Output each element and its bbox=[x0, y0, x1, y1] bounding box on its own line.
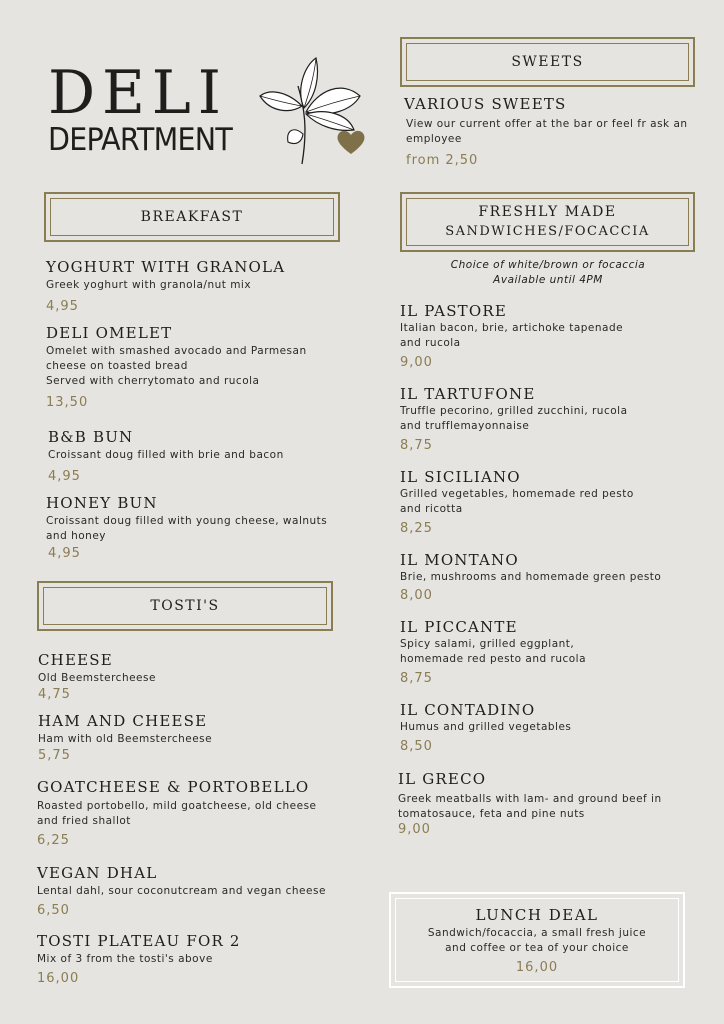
menu-item-il-siciliano bbox=[400, 468, 710, 536]
sandwich-note-line: Choice of white/brown or focaccia bbox=[450, 259, 646, 271]
menu-item-honey-bun bbox=[46, 494, 346, 561]
item-name: IL GRECO bbox=[398, 770, 487, 788]
menu-item-il-piccante bbox=[400, 618, 710, 686]
item-name: IL PICCANTE bbox=[400, 618, 518, 636]
logo-title: DELI bbox=[48, 58, 228, 128]
item-name: IL SICILIANO bbox=[400, 468, 521, 486]
item-desc: tomatosauce, feta and pine nuts bbox=[398, 808, 585, 820]
item-desc: Croissant doug filled with young cheese, walnuts bbox=[46, 515, 328, 527]
item-desc: Spicy salami, grilled eggplant, bbox=[400, 638, 575, 650]
item-name: IL TARTUFONE bbox=[400, 385, 536, 403]
item-name: CHEESE bbox=[38, 651, 113, 669]
sweets-heading: SWEETS bbox=[511, 53, 584, 70]
item-desc: cheese on toasted bread bbox=[46, 360, 188, 372]
breakfast-heading: BREAKFAST bbox=[140, 208, 244, 225]
menu-item-yoghurt bbox=[46, 258, 346, 314]
tostis-header-box bbox=[37, 581, 333, 631]
item-price: 6,25 bbox=[37, 833, 70, 848]
item-desc: Served with cherrytomato and rucola bbox=[46, 375, 260, 387]
item-name: IL PASTORE bbox=[400, 302, 508, 320]
item-desc: Omelet with smashed avocado and Parmesan bbox=[46, 345, 307, 357]
sandwich-note bbox=[408, 258, 688, 288]
item-name: VEGAN DHAL bbox=[37, 864, 158, 882]
item-price: 16,00 bbox=[37, 971, 80, 986]
sweets-header-box bbox=[400, 37, 695, 87]
logo-subtitle: DEPARTMENT bbox=[48, 122, 233, 158]
item-name: B&B BUN bbox=[48, 428, 134, 446]
item-desc: and fried shallot bbox=[37, 815, 131, 827]
item-price: 8,75 bbox=[400, 671, 433, 686]
menu-item-il-montano bbox=[400, 551, 710, 603]
menu-item-ham-cheese bbox=[38, 712, 348, 763]
menu-item-cheese bbox=[38, 651, 348, 702]
item-desc: View our current offer at the bar or feel fr ask an bbox=[406, 118, 688, 130]
sandwiches-heading-line1: FRESHLY MADE bbox=[478, 204, 617, 220]
item-desc: Humus and grilled vegetables bbox=[400, 721, 572, 733]
item-price: 13,50 bbox=[46, 395, 89, 410]
sandwiches-heading-line2: SANDWICHES/FOCACCIA bbox=[445, 224, 650, 239]
item-price: from 2,50 bbox=[406, 153, 479, 168]
item-desc: Ham with old Beemstercheese bbox=[38, 733, 213, 745]
menu-item-il-contadino bbox=[400, 701, 710, 754]
item-name: GOATCHEESE & PORTOBELLO bbox=[37, 778, 310, 796]
menu-item-vegan-dhal bbox=[37, 864, 357, 918]
menu-item-il-tartufone bbox=[400, 385, 710, 453]
item-price: 8,75 bbox=[400, 438, 433, 453]
item-price: 8,25 bbox=[400, 521, 433, 536]
sandwiches-header-box bbox=[400, 192, 695, 252]
lunch-deal-box bbox=[389, 892, 685, 988]
menu-item-goatcheese bbox=[37, 778, 357, 848]
menu-item-bb-bun bbox=[48, 428, 348, 484]
item-desc: and ricotta bbox=[400, 503, 463, 515]
item-name: IL CONTADINO bbox=[400, 701, 536, 719]
heart-icon bbox=[336, 128, 366, 156]
item-name: IL MONTANO bbox=[400, 551, 519, 569]
lunch-deal-price: 16,00 bbox=[515, 960, 559, 975]
item-desc: Mix of 3 from the tosti's above bbox=[37, 953, 213, 965]
lunch-deal-desc: and coffee or tea of your choice bbox=[445, 942, 629, 954]
item-desc: Brie, mushrooms and homemade green pesto bbox=[400, 571, 662, 583]
item-desc: employee bbox=[406, 133, 462, 145]
tostis-heading: TOSTI'S bbox=[150, 597, 220, 614]
menu-item-il-pastore bbox=[400, 302, 710, 370]
breakfast-header-box bbox=[44, 192, 340, 242]
item-price: 6,50 bbox=[37, 903, 70, 918]
item-price: 4,95 bbox=[48, 469, 81, 484]
item-price: 4,75 bbox=[38, 687, 71, 702]
item-desc: homemade red pesto and rucola bbox=[400, 653, 587, 665]
item-desc: Truffle pecorino, grilled zucchini, rucola bbox=[400, 405, 628, 417]
item-desc: and rucola bbox=[400, 337, 461, 349]
item-desc: and honey bbox=[46, 530, 106, 542]
item-price: 4,95 bbox=[48, 546, 81, 561]
item-price: 9,00 bbox=[400, 355, 433, 370]
item-name: HONEY BUN bbox=[46, 494, 158, 512]
item-name: DELI OMELET bbox=[46, 324, 173, 342]
item-desc: Italian bacon, brie, artichoke tapenade bbox=[400, 322, 624, 334]
item-desc: Roasted portobello, mild goatcheese, old cheese bbox=[37, 800, 317, 812]
item-desc: and trufflemayonnaise bbox=[400, 420, 530, 432]
item-desc: Croissant doug filled with brie and bacon bbox=[48, 449, 284, 461]
lunch-deal-desc: Sandwich/focaccia, a small fresh juice bbox=[427, 927, 647, 939]
item-price: 9,00 bbox=[398, 822, 431, 837]
item-name: VARIOUS SWEETS bbox=[404, 95, 567, 113]
item-desc: Old Beemstercheese bbox=[38, 672, 156, 684]
menu-item-tosti-plateau bbox=[37, 932, 357, 986]
item-desc: Greek meatballs with lam- and ground beef in bbox=[398, 793, 662, 805]
item-desc: Greek yoghurt with granola/nut mix bbox=[46, 279, 252, 291]
item-name: YOGHURT WITH GRANOLA bbox=[46, 258, 286, 276]
item-desc: Lental dahl, sour coconutcream and vegan cheese bbox=[37, 885, 326, 897]
item-desc: Grilled vegetables, homemade red pesto bbox=[400, 488, 634, 500]
item-name: TOSTI PLATEAU FOR 2 bbox=[37, 932, 241, 950]
item-price: 8,00 bbox=[400, 588, 433, 603]
item-price: 4,95 bbox=[46, 299, 79, 314]
menu-item-omelet bbox=[46, 324, 346, 410]
sandwich-note-line: Available until 4PM bbox=[493, 274, 603, 286]
item-name: HAM AND CHEESE bbox=[38, 712, 208, 730]
item-price: 8,50 bbox=[400, 739, 433, 754]
menu-item-il-greco bbox=[398, 770, 716, 837]
lunch-deal-title: LUNCH DEAL bbox=[475, 906, 599, 924]
menu-item-various-sweets bbox=[404, 95, 704, 168]
item-price: 5,75 bbox=[38, 748, 71, 763]
